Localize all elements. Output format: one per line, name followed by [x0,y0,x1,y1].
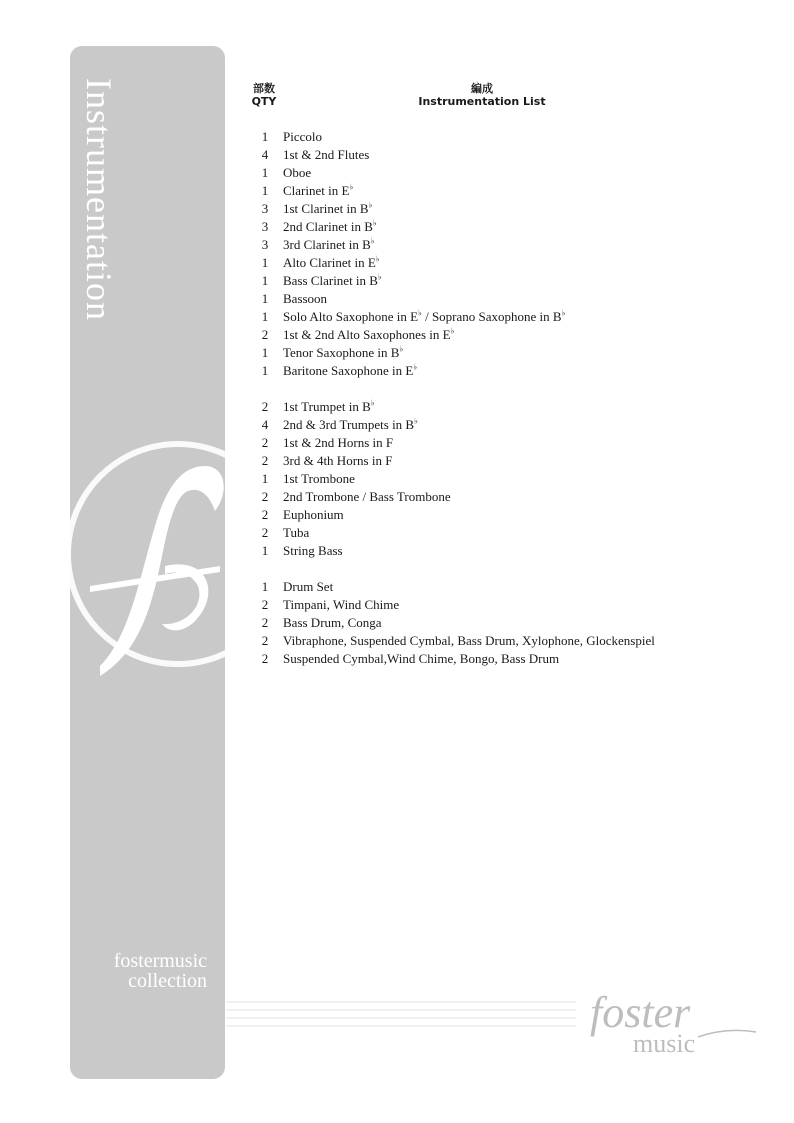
instrument-row [250,182,770,200]
instrument-name [283,128,322,146]
part-quantity: 1 [261,291,269,306]
instrument-row [250,470,770,488]
instrument-row [250,452,770,470]
instrument-row [250,578,770,596]
part-quantity: 1 [261,255,269,270]
instrument-name [283,524,309,542]
instrument-row [250,362,770,380]
flat-sign: ♭ [372,218,377,228]
instrument-row [250,542,770,560]
instrument-name-part: 2nd Trombone / Bass Trombone [283,489,451,504]
instrument-row [250,128,770,146]
instrument-row [250,254,770,272]
instrument-name-part: Bass Drum, Conga [283,615,382,630]
list-header [232,82,592,112]
instrument-name-part: 1st & 2nd Horns in F [283,435,394,450]
part-quantity: 2 [261,525,269,540]
instrument-name [283,650,559,668]
instrument-name-part: String Bass [283,543,343,558]
part-quantity: 1 [261,579,269,594]
qty-header-cn: 部数 [253,82,275,95]
instrument-name-part: / Soprano Saxophone in B [421,309,562,324]
instrument-name [283,146,369,164]
instrument-name [283,362,417,380]
flat-sign: ♭ [368,200,373,210]
part-quantity: 2 [261,633,269,648]
instrument-name [283,542,343,560]
part-quantity: 4 [261,147,269,162]
instrument-name-part: Vibraphone, Suspended Cymbal, Bass Drum, Xylophone, Glockenspiel [283,633,655,648]
instrument-name-part: Solo Alto Saxophone in E [283,309,419,324]
flat-sign: ♭ [370,398,375,408]
instrument-name-part: 3rd Clarinet in B [283,237,371,252]
part-quantity: 1 [261,345,269,360]
part-quantity: 1 [261,183,269,198]
collection-label [114,951,207,991]
instrument-name [283,182,353,200]
instrument-name [283,344,403,362]
logo-foster-text: foster [590,988,691,1037]
part-quantity: 1 [261,309,269,324]
instrument-name [283,614,382,632]
part-quantity: 1 [261,543,269,558]
flat-sign: ♭ [450,326,455,336]
instrument-name [283,254,380,272]
instrument-name-part: Tuba [283,525,310,540]
instrument-name-part: 1st & 2nd Alto Saxophones in E [283,327,451,342]
part-quantity: 1 [261,471,269,486]
instrument-row [250,434,770,452]
instrument-name [283,308,565,326]
footer-rule-lines [226,998,576,1035]
instrument-row [250,218,770,236]
instrument-name-part: Euphonium [283,507,344,522]
part-quantity: 4 [261,417,269,432]
instrument-name [283,452,392,470]
instrument-name [283,326,454,344]
instrument-name-part: 2nd Clarinet in B [283,219,373,234]
part-quantity: 2 [261,399,269,414]
flat-sign: ♭ [375,254,380,264]
instrument-name [283,290,327,308]
instrument-name-part: Alto Clarinet in E [283,255,376,270]
part-quantity: 3 [261,237,269,252]
instrument-name-part: Timpani, Wind Chime [283,597,400,612]
part-quantity: 3 [261,219,269,234]
instrument-name [283,164,311,182]
instrumentation-header [402,82,562,108]
instrument-name-part: Clarinet in E [283,183,350,198]
part-quantity: 2 [261,327,269,342]
instrument-name-part: Drum Set [283,579,334,594]
instrument-name-part: Bass Clarinet in B [283,273,378,288]
instrument-name [283,200,372,218]
flat-sign: ♭ [418,308,422,318]
instrumentation-header-cn: 編成 [471,82,493,95]
flat-sign: ♭ [349,182,354,192]
instrument-name [283,434,393,452]
instrument-row [250,506,770,524]
flat-sign: ♭ [561,308,566,318]
instrument-group [250,398,770,560]
instrument-name-part: 1st Trumpet in B [283,399,371,414]
instrument-row [250,164,770,182]
instrument-group [250,128,770,380]
sidebar-title: Instrumentation [79,78,119,321]
instrument-row [250,236,770,254]
instrument-name [283,632,655,650]
instrument-row [250,614,770,632]
part-quantity: 2 [261,615,269,630]
instrument-row [250,596,770,614]
part-quantity: 1 [261,129,269,144]
instrument-name [283,416,418,434]
instrument-name [283,596,399,614]
clef-logo-icon [70,436,225,691]
instrument-name-part: Oboe [283,165,312,180]
flat-sign: ♭ [377,272,382,282]
instrument-name [283,506,344,524]
instrument-row [250,326,770,344]
instrument-group [250,578,770,668]
instrument-row [250,200,770,218]
instrument-name-part: 3rd & 4th Horns in F [283,453,393,468]
instrument-name [283,236,375,254]
qty-header-en: QTY [251,95,277,108]
instrument-name [283,470,355,488]
part-quantity: 2 [261,651,269,666]
collection-line-1: fostermusic [113,950,207,972]
part-quantity: 2 [261,435,269,450]
instrument-name-part: 1st Trombone [283,471,355,486]
foster-music-logo [578,985,758,1065]
instrument-name [283,218,377,236]
instrument-name [283,398,375,416]
instrument-name-part: Bassoon [283,291,328,306]
instrument-row [250,344,770,362]
instrument-name [283,488,451,506]
part-quantity: 2 [261,597,269,612]
instrument-name-part: 1st & 2nd Flutes [283,147,370,162]
collection-line-2: collection [128,970,207,992]
instrument-list [250,128,770,686]
instrument-name-part: Baritone Saxophone in E [283,363,414,378]
part-quantity: 1 [261,165,269,180]
flat-sign: ♭ [413,362,418,372]
instrument-row [250,308,770,326]
instrument-row [250,632,770,650]
instrumentation-header-en: Instrumentation List [418,95,546,108]
instrument-row [250,524,770,542]
flat-sign: ♭ [399,344,404,354]
instrument-row [250,416,770,434]
instrument-row [250,650,770,668]
part-quantity: 2 [261,507,269,522]
instrument-name-part: Tenor Saxophone in B [283,345,400,360]
flat-sign: ♭ [370,236,375,246]
qty-header [246,82,282,108]
part-quantity: 2 [261,489,269,504]
instrument-row [250,272,770,290]
instrument-name [283,578,333,596]
instrument-row [250,290,770,308]
part-quantity: 1 [261,363,269,378]
part-quantity: 1 [261,273,269,288]
instrument-name-part: Suspended Cymbal,Wind Chime, Bongo, Bass Drum [283,651,560,666]
instrument-row [250,488,770,506]
instrument-name-part: 2nd & 3rd Trumpets in B [283,417,415,432]
instrument-name [283,272,382,290]
instrument-row [250,398,770,416]
flat-sign: ♭ [414,416,418,426]
part-quantity: 3 [261,201,269,216]
logo-music-text: music [633,1029,696,1058]
instrument-name-part: 1st Clarinet in B [283,201,369,216]
instrument-row [250,146,770,164]
instrument-name-part: Piccolo [283,129,322,144]
part-quantity: 2 [261,453,269,468]
